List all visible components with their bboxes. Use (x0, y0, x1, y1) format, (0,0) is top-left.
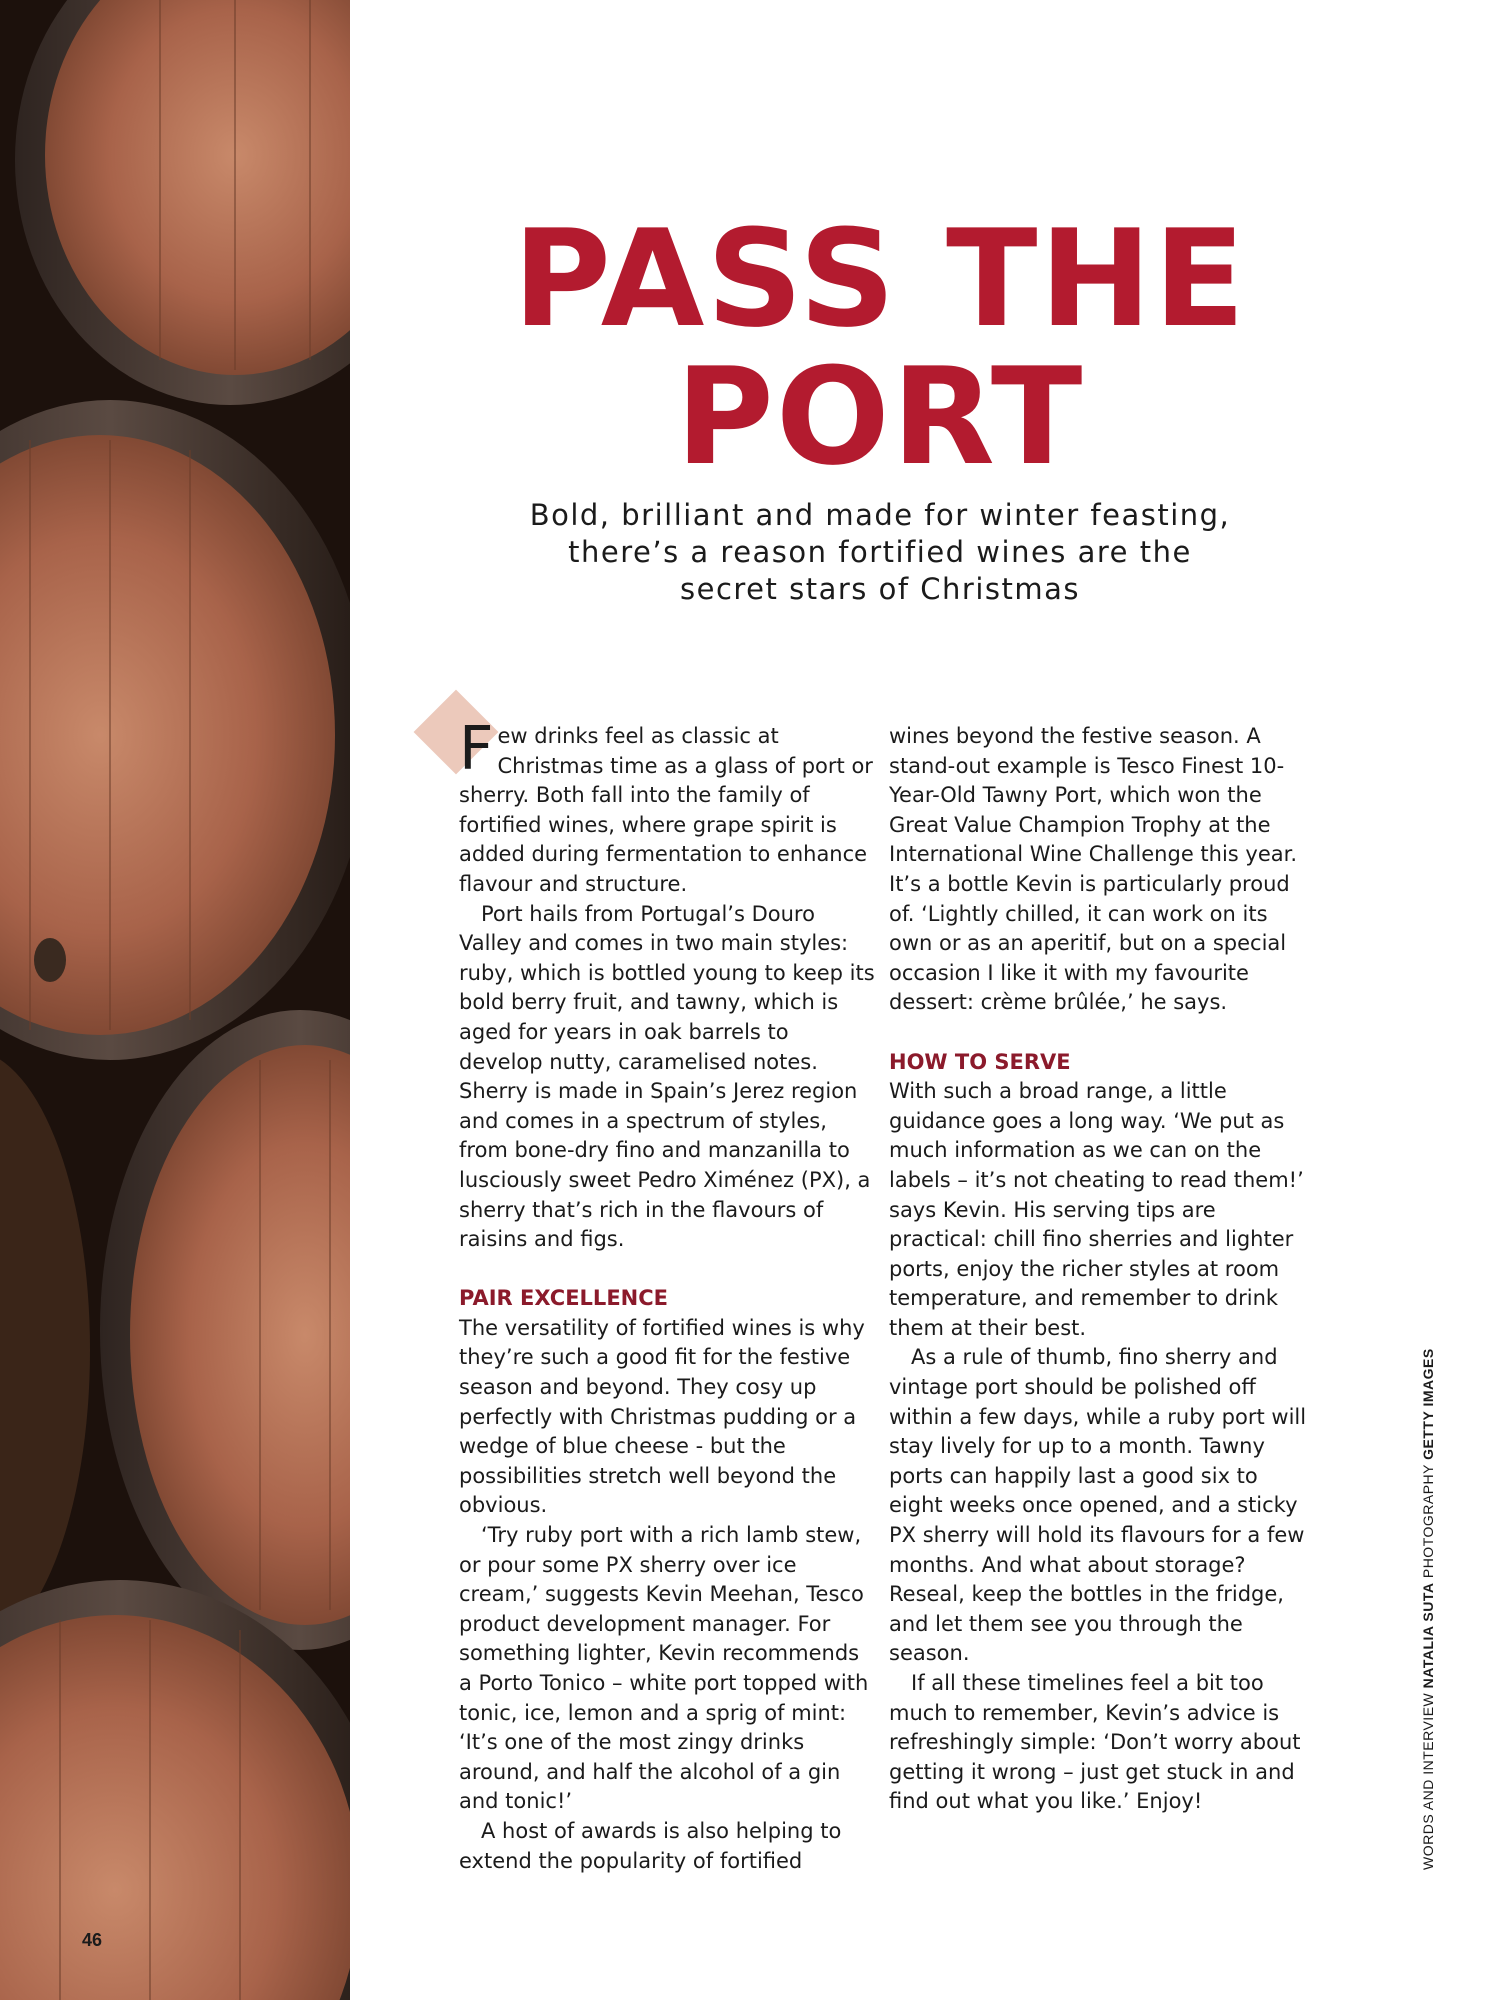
standfirst-text: Bold, brilliant and made for winter feasting, there’s a reason fortified wines are the secret stars of Christmas (529, 498, 1231, 606)
paragraph: If all these timelines feel a bit too much to remember, Kevin’s advice is refreshingly simple: ‘Don’t worry about getting it wrong – just get stuck in and find out what you like.’ Enjoy! (889, 1671, 1301, 1814)
page-number: 46 (82, 1930, 103, 1950)
photo-credit (1420, 1350, 1436, 1870)
intro-paragraph (459, 714, 877, 900)
article-column-2 (889, 722, 1307, 1817)
paragraph: A host of awards is also helping to extend the popularity of fortified (459, 1818, 842, 1873)
section-heading-how-to-serve: HOW TO SERVE (889, 1049, 1071, 1074)
article-column-1 (459, 714, 877, 1876)
credit-words-name: NATALIA SUTA (1420, 1582, 1436, 1689)
standfirst (470, 497, 1290, 608)
credit-photo-name: GETTY IMAGES (1420, 1348, 1436, 1460)
paragraph: ew drinks feel as classic at Christmas time as a glass of port or sherry. Both fall into the family of fortified wines, where grape spirit is added during fermentation to enhance flavour and structure. (459, 724, 873, 896)
dropcap-letter: F (459, 714, 494, 784)
section-heading-pair-excellence: PAIR EXCELLENCE (459, 1286, 668, 1311)
credit-words-label: WORDS AND INTERVIEW (1420, 1692, 1436, 1870)
paragraph: wines beyond the festive season. A stand-out example is Tesco Finest 10-Year-Old Tawny Port, which won the Great Value Champion Trophy at the International Wine Challenge this year. It’s a bottle Kevin is particularly proud of. ‘Lightly chilled, it can work on its own or as an aperitif, but on a special occasion I like it with my favourite dessert: crème brûlée,’ he says. (889, 724, 1298, 1015)
barrels-photo (0, 0, 350, 2000)
credit-photo-label: PHOTOGRAPHY (1420, 1464, 1436, 1579)
headline-text: PASS THE PORT (512, 201, 1248, 495)
paragraph: ‘Try ruby port with a rich lamb stew, or pour some PX sherry over ice cream,’ suggests Kevin Meehan, Tesco product development manager. For something lighter, Kevin recommends a Porto Tonico – white port topped with tonic, ice, lemon and a sprig of mint: ‘It’s one of the most zingy drinks around, and half the alcohol of a gin and tonic!’ (459, 1523, 869, 1814)
headline (500, 201, 1260, 495)
paragraph: The versatility of fortified wines is why they’re such a good fit for the festive season and beyond. They cosy up perfectly with Christmas pudding or a wedge of blue cheese - but the possibilities stretch well beyond the obvious. (459, 1315, 865, 1518)
paragraph: Port hails from Portugal’s Douro Valley and comes in two main styles: ruby, which is bottled young to keep its bold berry fruit, and tawny, which is aged for years in oak barrels to develop nutty, caramelised notes. Sherry is made in Spain’s Jerez region and comes in a spectrum of styles, from bone-dry fino and manzanilla to lusciously sweet Pedro Ximénez (PX), a sherry that’s rich in the flavours of raisins and figs. (459, 901, 875, 1252)
paragraph: With such a broad range, a little guidance goes a long way. ‘We put as much information as we can on the labels – it’s not cheating to read them!’ says Kevin. His serving tips are practical: chill fino sherries and lighter ports, enjoy the richer styles at room temperature, and remember to drink them at their best. (889, 1079, 1304, 1340)
paragraph: As a rule of thumb, fino sherry and vintage port should be polished off within a few days, while a ruby port will stay lively for up to a month. Tawny ports can happily last a good six to eight weeks once opened, and a sticky PX sherry will hold its flavours for a few months. And what about storage? Reseal, keep the bottles in the fridge, and let them see you through the season. (889, 1345, 1307, 1666)
